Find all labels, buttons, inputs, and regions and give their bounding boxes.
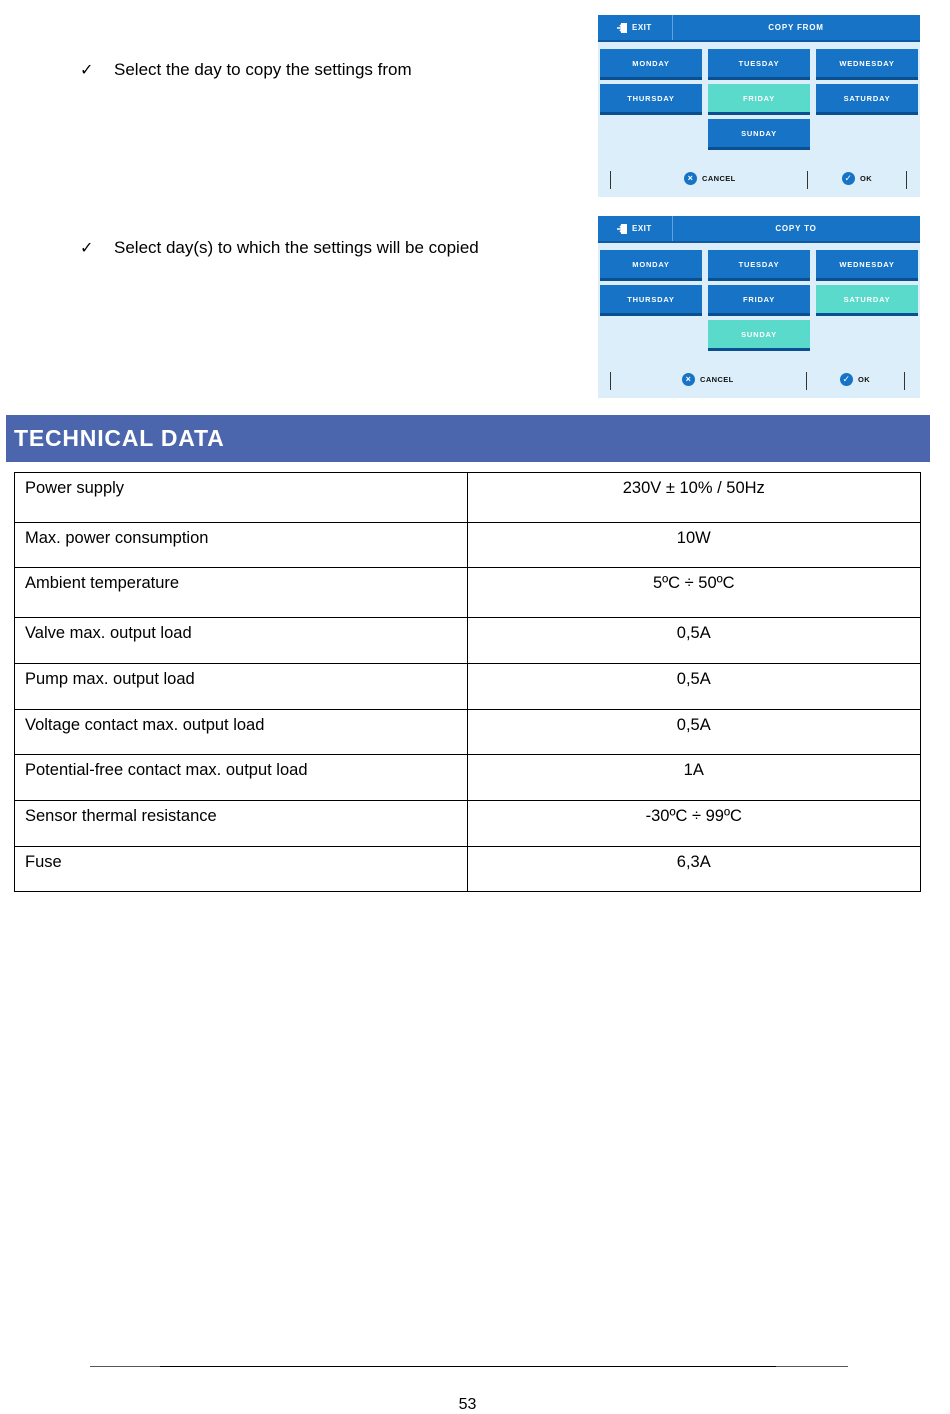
page-number: 53: [458, 1396, 477, 1413]
day-button-wednesday[interactable]: WEDNESDAY: [816, 49, 918, 80]
divider: [806, 372, 807, 390]
exit-button[interactable]: [598, 15, 673, 40]
instruction-step-2: [80, 238, 479, 258]
divider: [610, 171, 611, 189]
ok-label: OK: [860, 174, 873, 183]
day-button-wednesday[interactable]: WEDNESDAY: [816, 250, 918, 281]
spec-label: Sensor thermal resistance: [15, 801, 468, 847]
spec-label: Voltage contact max. output load: [15, 710, 468, 755]
table-row: [15, 523, 921, 568]
table-row: [15, 755, 921, 801]
ok-button[interactable]: [840, 373, 870, 386]
spec-value: 0,5A: [467, 618, 920, 664]
day-button-thursday[interactable]: THURSDAY: [600, 84, 702, 115]
table-row: [15, 664, 921, 710]
step-text: Select day(s) to which the settings will be copied: [114, 238, 479, 257]
step-text: Select the day to copy the settings from: [114, 60, 412, 79]
exit-label: EXIT: [632, 23, 652, 32]
check-icon: ✓: [842, 172, 855, 185]
spec-value: 0,5A: [467, 710, 920, 755]
day-button-friday[interactable]: FRIDAY: [708, 84, 810, 115]
instruction-step-1: [80, 60, 412, 80]
divider: [906, 171, 907, 189]
spec-label: Max. power consumption: [15, 523, 468, 568]
spec-value: 1A: [467, 755, 920, 801]
table-row: [15, 710, 921, 755]
exit-label: EXIT: [632, 224, 652, 233]
table-row: [15, 568, 921, 618]
spec-value: 10W: [467, 523, 920, 568]
exit-icon: [616, 223, 628, 235]
spec-label: Pump max. output load: [15, 664, 468, 710]
checkmark-icon: ✓: [80, 62, 94, 79]
screen-header: [598, 15, 920, 42]
spec-label: Power supply: [15, 473, 468, 523]
cancel-button[interactable]: [684, 172, 736, 185]
day-button-monday[interactable]: MONDAY: [600, 49, 702, 80]
spec-value: 6,3A: [467, 847, 920, 892]
screen-footer: [610, 372, 908, 390]
footer-rule-bold: [160, 1366, 776, 1367]
spec-value: 5ºC ÷ 50ºC: [467, 568, 920, 618]
spec-value: 230V ± 10% / 50Hz: [467, 473, 920, 523]
spec-label: Ambient temperature: [15, 568, 468, 618]
screen-title: COPY FROM: [768, 23, 824, 32]
ok-button[interactable]: [842, 172, 872, 185]
table-row: [15, 847, 921, 892]
day-button-monday[interactable]: MONDAY: [600, 250, 702, 281]
spec-label: Fuse: [15, 847, 468, 892]
divider: [610, 372, 611, 390]
cancel-icon: ×: [682, 373, 695, 386]
technical-data-table: [14, 472, 921, 892]
screen-title: COPY TO: [775, 224, 817, 233]
day-button-sunday[interactable]: SUNDAY: [708, 119, 810, 150]
table-row: [15, 801, 921, 847]
day-button-tuesday[interactable]: TUESDAY: [708, 250, 810, 281]
copy-to-screen: [598, 216, 920, 398]
cancel-label: CANCEL: [702, 174, 736, 183]
day-button-saturday[interactable]: SATURDAY: [816, 84, 918, 115]
exit-icon: [616, 22, 628, 34]
day-button-friday[interactable]: FRIDAY: [708, 285, 810, 316]
spec-value: 0,5A: [467, 664, 920, 710]
cancel-label: CANCEL: [700, 375, 734, 384]
divider: [807, 171, 808, 189]
spec-label: Potential-free contact max. output load: [15, 755, 468, 801]
copy-from-screen: [598, 15, 920, 197]
check-icon: ✓: [840, 373, 853, 386]
day-button-thursday[interactable]: THURSDAY: [600, 285, 702, 316]
day-button-saturday[interactable]: SATURDAY: [816, 285, 918, 316]
day-button-tuesday[interactable]: TUESDAY: [708, 49, 810, 80]
checkmark-icon: ✓: [80, 240, 94, 257]
table-row: [15, 473, 921, 523]
screen-footer: [610, 171, 908, 189]
table-row: [15, 618, 921, 664]
divider: [904, 372, 905, 390]
cancel-icon: ×: [684, 172, 697, 185]
section-title-technical-data: TECHNICAL DATA: [6, 415, 930, 462]
spec-label: Valve max. output load: [15, 618, 468, 664]
day-button-sunday[interactable]: SUNDAY: [708, 320, 810, 351]
ok-label: OK: [858, 375, 871, 384]
screen-header: [598, 216, 920, 243]
cancel-button[interactable]: [682, 373, 734, 386]
exit-button[interactable]: [598, 216, 673, 241]
spec-value: -30ºC ÷ 99ºC: [467, 801, 920, 847]
